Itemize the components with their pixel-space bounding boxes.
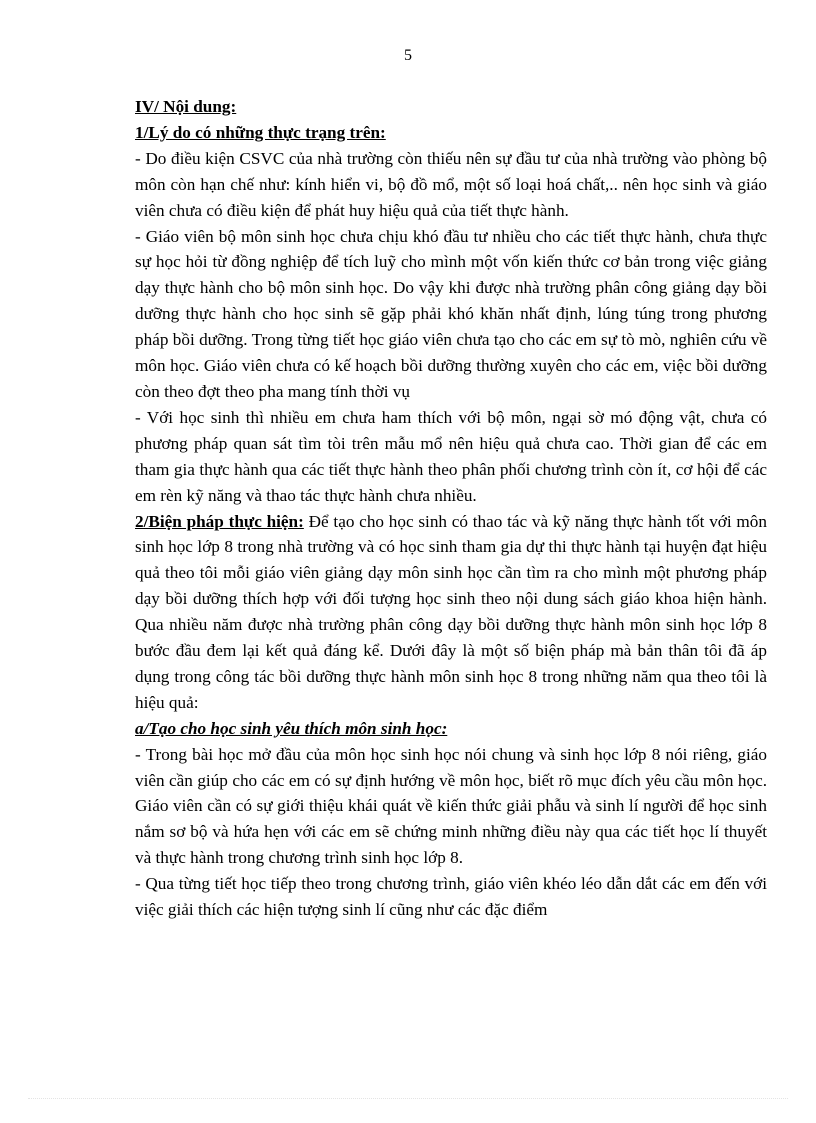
subsection-2-heading: 2/Biện pháp thực hiện:	[135, 511, 304, 531]
paragraph: - Trong bài học mở đầu của môn học sinh học nói chung và sinh học lớp 8 nói riêng, giáo viên cần giúp cho các em có sự định hướng về môn học, biết rõ mục đích yêu cầu môn học. Giáo viên cần có sự giới thiệu khái quát về kiến thức giải phẫu và sinh lí người để học sinh nắm sơ bộ và hứa hẹn với các em sẽ chứng minh những điều này qua các tiết học lí thuyết và thực hành trong chương trình sinh học lớp 8.	[135, 744, 767, 868]
paragraph: - Do điều kiện CSVC của nhà trường còn thiếu nên sự đầu tư của nhà trường vào phòng bộ môn còn hạn chế như: kính hiển vi, bộ đồ mổ, một số loại hoá chất,.. nên học sinh và giáo viên chưa có điều kiện để phát huy hiệu quả của tiết thực hành.	[135, 148, 767, 220]
paragraph: - Với học sinh thì nhiều em chưa ham thích với bộ môn, ngại sờ mó động vật, chưa có phương pháp quan sát tìm tòi trên mẫu mổ nên hiệu quả chưa cao. Thời gian để các em tham gia thực hành qua các tiết thực hành theo phân phối chương trình còn ít, cơ hội để các em rèn kỹ năng và thao tác thực hành chưa nhiều.	[135, 407, 767, 505]
paragraph: - Giáo viên bộ môn sinh học chưa chịu khó đầu tư nhiều cho các tiết thực hành, chưa thực sự học hỏi từ đồng nghiệp để tích luỹ cho mình một vốn kiến thức cơ bản trong việc giảng dạy thực hành cho bộ môn sinh học. Do vậy khi được nhà trường phân công giảng dạy bồi dưỡng thực hành cho học sinh sẽ gặp phải khó khăn nhất định, lúng túng trong phương pháp bồi dưỡng. Trong từng tiết học giáo viên chưa tạo cho các em sự tò mò, nghiên cứu về môn học. Giáo viên chưa có kế hoạch bồi dưỡng thường xuyên cho các em, việc bồi dưỡng còn theo đợt theo pha mang tính thời vụ	[135, 226, 767, 401]
page-number: 5	[404, 47, 412, 64]
subsection-1-heading: 1/Lý do có những thực trạng trên:	[135, 122, 386, 142]
subsection-2-paragraph	[135, 509, 767, 716]
section-heading: IV/ Nội dung:	[135, 97, 237, 116]
paragraph: - Qua từng tiết học tiếp theo trong chương trình, giáo viên khéo léo dẫn dắt các em đến với việc giải thích các hiện tượng sinh lí cũng như các đặc điểm	[135, 874, 767, 920]
subsection-a-heading: a/Tạo cho học sinh yêu thích môn sinh học:	[135, 718, 448, 738]
subsection-2-intro: Để tạo cho học sinh có thao tác và kỹ năng thực hành tốt với môn sinh học lớp 8 trong nhà trường và có học sinh tham gia dự thi thực hành tại huyện đạt hiệu quả theo tôi mỗi giáo viên giảng dạy môn sinh học cần tìm ra cho mình một phương pháp dạy bồi dưỡng thích hợp với đối tượng học sinh theo nội dung sách giáo khoa hiện hành. Qua nhiều năm được nhà trường phân công dạy bồi dưỡng thực hành môn sinh học lớp 8 bước đầu đem lại kết quả đáng kể. Dưới đây là một số biện pháp mà bản thân tôi đã áp dụng trong công tác bồi dưỡng thực hành môn sinh học 8 trong những năm qua theo tôi là hiệu quả:	[135, 511, 767, 712]
page-bottom-divider	[28, 1098, 788, 1099]
document-body	[135, 94, 767, 923]
